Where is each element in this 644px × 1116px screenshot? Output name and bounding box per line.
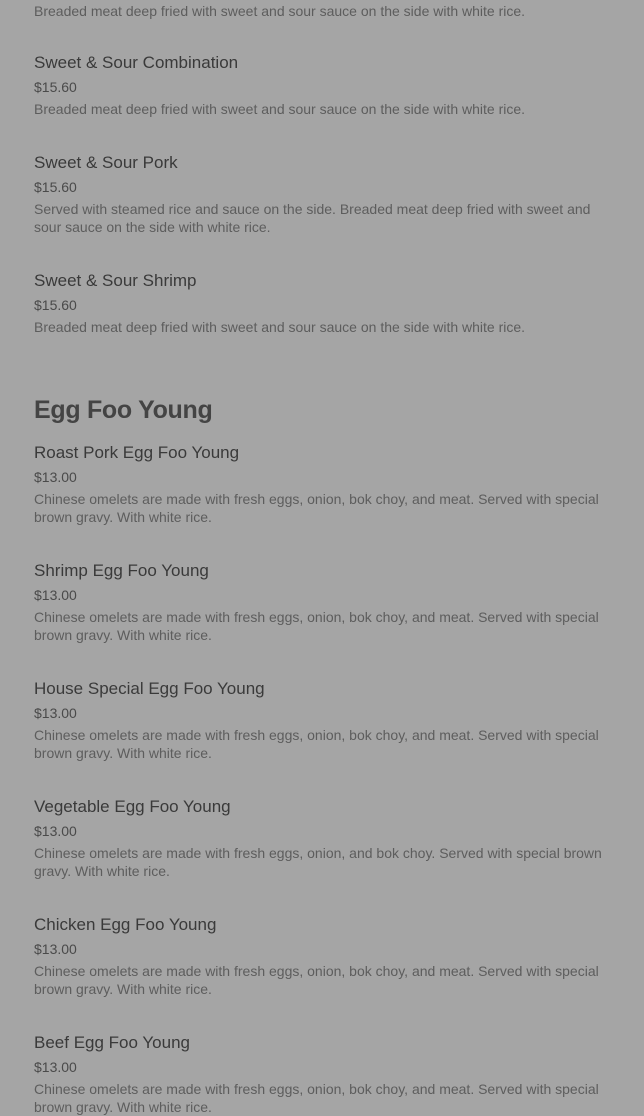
item-name[interactable]: Shrimp Egg Foo Young bbox=[34, 561, 209, 580]
item-description: Chinese omelets are made with fresh eggs, onion, bok choy, and meat. Served with special brown gravy. With white rice. bbox=[34, 1081, 599, 1115]
item-name[interactable]: House Special Egg Foo Young bbox=[34, 679, 265, 698]
menu-item[interactable] bbox=[34, 152, 610, 236]
item-price: $13.00 bbox=[34, 941, 77, 957]
item-description: Breaded meat deep fried with sweet and sour sauce on the side with white rice. bbox=[34, 3, 526, 19]
item-price: $15.60 bbox=[34, 179, 77, 195]
item-description: Chinese omelets are made with fresh eggs, onion, and bok choy. Served with special brown gravy. With white rice. bbox=[34, 845, 602, 879]
section-title: Egg Foo Young bbox=[34, 396, 213, 424]
item-name[interactable]: Sweet & Sour Shrimp bbox=[34, 271, 197, 290]
item-price: $13.00 bbox=[34, 823, 77, 839]
item-description: Breaded meat deep fried with sweet and sour sauce on the side with white rice. bbox=[34, 319, 526, 335]
item-price: $15.60 bbox=[34, 79, 77, 95]
item-description: Chinese omelets are made with fresh eggs, onion, bok choy, and meat. Served with special brown gravy. With white rice. bbox=[34, 491, 599, 525]
menu-item[interactable] bbox=[34, 914, 610, 998]
item-price: $15.60 bbox=[34, 297, 77, 313]
item-description: Chinese omelets are made with fresh eggs, onion, bok choy, and meat. Served with special brown gravy. With white rice. bbox=[34, 963, 599, 997]
menu-item[interactable] bbox=[34, 678, 610, 762]
item-name[interactable]: Roast Pork Egg Foo Young bbox=[34, 443, 240, 462]
menu-item[interactable] bbox=[34, 1032, 610, 1116]
menu-item[interactable] bbox=[34, 270, 610, 336]
item-price: $13.00 bbox=[34, 1059, 77, 1075]
item-description: Served with steamed rice and sauce on the side. Breaded meat deep fried with sweet and sour sauce on the side with white rice. bbox=[34, 201, 591, 235]
item-name[interactable]: Vegetable Egg Foo Young bbox=[34, 797, 231, 816]
item-name[interactable]: Sweet & Sour Combination bbox=[34, 53, 239, 72]
menu-item[interactable] bbox=[34, 796, 610, 880]
item-description: Chinese omelets are made with fresh eggs, onion, bok choy, and meat. Served with special brown gravy. With white rice. bbox=[34, 727, 599, 761]
item-name[interactable]: Chicken Egg Foo Young bbox=[34, 915, 217, 934]
item-name[interactable]: Beef Egg Foo Young bbox=[34, 1033, 190, 1052]
item-name[interactable]: Sweet & Sour Pork bbox=[34, 153, 178, 172]
menu-item[interactable] bbox=[34, 442, 610, 526]
menu-item[interactable] bbox=[34, 52, 610, 118]
item-description: Breaded meat deep fried with sweet and sour sauce on the side with white rice. bbox=[34, 101, 526, 117]
menu-item[interactable] bbox=[34, 560, 610, 644]
item-description: Chinese omelets are made with fresh eggs, onion, bok choy, and meat. Served with special brown gravy. With white rice. bbox=[34, 609, 599, 643]
item-price: $13.00 bbox=[34, 587, 77, 603]
item-price: $13.00 bbox=[34, 705, 77, 721]
item-price: $13.00 bbox=[34, 469, 77, 485]
